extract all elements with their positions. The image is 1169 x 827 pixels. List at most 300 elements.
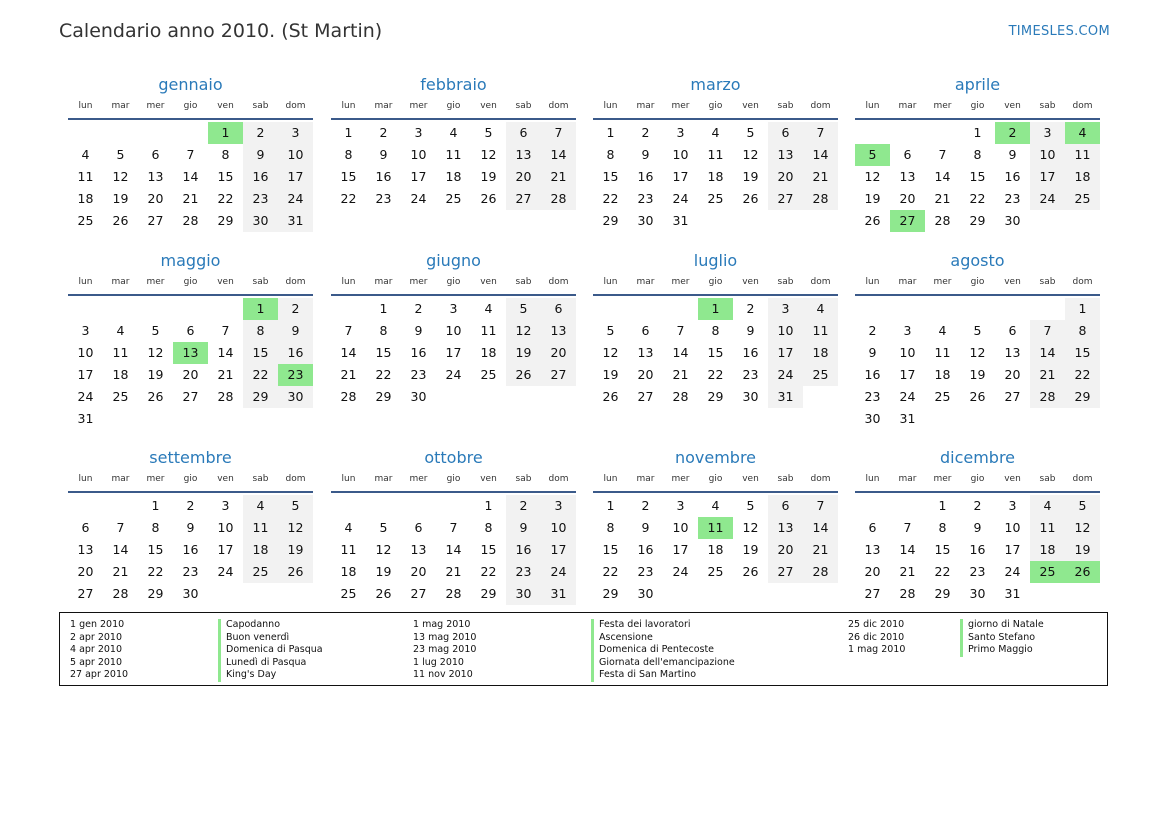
day-cell: 28: [803, 561, 838, 583]
weekday-label: mer: [409, 277, 428, 287]
day-cell: 15: [375, 345, 392, 360]
day-cell: 29: [147, 586, 164, 601]
weekday-label: gio: [446, 101, 461, 111]
day-cell: 21: [672, 367, 689, 382]
day-cell: 6: [541, 298, 576, 320]
day-cell: 22: [243, 364, 278, 386]
day-cell: 10: [672, 520, 689, 535]
month-name: aprile: [954, 75, 1001, 94]
day-cell: 14: [803, 517, 838, 539]
month-marzo: [593, 74, 838, 232]
day-cell: 5: [606, 323, 615, 338]
day-cell: 31: [541, 583, 576, 605]
day-cell: 10: [445, 323, 462, 338]
day-cell: 12: [278, 517, 313, 539]
day-cell: 30: [742, 389, 759, 404]
day-cell: 8: [973, 147, 982, 162]
weekday-label: lun: [78, 101, 93, 111]
legend-holiday-name: Festa dei lavoratori: [591, 619, 735, 632]
day-cell: 3: [676, 125, 685, 140]
weekday-label: sab: [252, 277, 269, 287]
day-cell: 12: [969, 345, 986, 360]
day-cell: 21: [182, 191, 199, 206]
day-cell: 10: [77, 345, 94, 360]
day-cell: 4: [484, 301, 493, 316]
day-cell: 16: [243, 166, 278, 188]
weekday-label: ven: [1004, 474, 1021, 484]
holiday-day-cell: 2: [995, 122, 1030, 144]
weekday-label: gio: [183, 101, 198, 111]
day-cell: 16: [506, 539, 541, 561]
day-cell: 2: [243, 122, 278, 144]
day-cell: 21: [1030, 364, 1065, 386]
day-cell: 22: [217, 191, 234, 206]
day-cell: 18: [77, 191, 94, 206]
day-cell: 16: [742, 345, 759, 360]
month-name: maggio: [160, 251, 221, 270]
day-cell: 2: [278, 298, 313, 320]
brand-link[interactable]: TIMESLES.COM: [1008, 24, 1110, 39]
empty-cell: [278, 408, 313, 430]
day-cell: 12: [506, 320, 541, 342]
weekday-label: dom: [1072, 101, 1093, 111]
day-cell: 26: [278, 561, 313, 583]
weekday-label: dom: [548, 101, 569, 111]
holiday-day-cell: 23: [278, 364, 313, 386]
day-cell: 13: [506, 144, 541, 166]
empty-cell: [768, 210, 803, 232]
day-cell: 8: [938, 520, 947, 535]
day-cell: 21: [934, 191, 951, 206]
day-cell: 19: [112, 191, 129, 206]
day-cell: 30: [1004, 213, 1021, 228]
day-cell: 20: [410, 564, 427, 579]
weekday-header: [855, 96, 1100, 120]
day-grid: [593, 298, 838, 408]
day-cell: 28: [182, 213, 199, 228]
empty-cell: [1030, 298, 1065, 320]
day-cell: 8: [711, 323, 720, 338]
empty-cell: [173, 408, 208, 430]
day-cell: 25: [340, 586, 357, 601]
day-cell: 8: [1065, 320, 1100, 342]
holiday-day-cell: 27: [890, 210, 925, 232]
day-cell: 3: [768, 298, 803, 320]
month-aprile: [855, 74, 1100, 232]
day-cell: 14: [445, 542, 462, 557]
day-cell: 16: [278, 342, 313, 364]
day-cell: 9: [506, 517, 541, 539]
weekday-header: [331, 272, 576, 296]
day-cell: 18: [1065, 166, 1100, 188]
day-cell: 9: [868, 345, 877, 360]
day-cell: 7: [221, 323, 230, 338]
empty-cell: [278, 583, 313, 605]
day-grid: [68, 122, 313, 232]
day-cell: 24: [1004, 564, 1021, 579]
day-cell: 2: [186, 498, 195, 513]
empty-cell: [733, 210, 768, 232]
day-cell: 20: [506, 166, 541, 188]
day-cell: 22: [707, 367, 724, 382]
day-cell: 24: [768, 364, 803, 386]
day-cell: 25: [934, 389, 951, 404]
day-cell: 26: [480, 191, 497, 206]
day-cell: 9: [641, 147, 650, 162]
empty-cell: [138, 408, 173, 430]
weekday-label: mar: [636, 101, 655, 111]
day-cell: 18: [707, 542, 724, 557]
day-cell: 14: [340, 345, 357, 360]
month-novembre: [593, 447, 838, 605]
day-cell: 2: [414, 301, 423, 316]
day-cell: 29: [375, 389, 392, 404]
day-cell: 10: [1030, 144, 1065, 166]
day-cell: 8: [606, 520, 615, 535]
day-cell: 16: [375, 169, 392, 184]
legend-date: 26 dic 2010: [848, 631, 905, 643]
weekday-label: dom: [1072, 474, 1093, 484]
day-cell: 31: [899, 411, 916, 426]
empty-cell: [1030, 583, 1065, 605]
month-name: luglio: [693, 251, 738, 270]
day-cell: 1: [606, 125, 615, 140]
day-cell: 19: [969, 367, 986, 382]
day-cell: 25: [480, 367, 497, 382]
weekday-label: lun: [603, 277, 618, 287]
legend-holiday-name: Giornata dell'emancipazione: [591, 657, 735, 670]
day-cell: 17: [410, 169, 427, 184]
day-cell: 14: [217, 345, 234, 360]
day-cell: 13: [77, 542, 94, 557]
day-grid: [855, 122, 1100, 232]
day-cell: 17: [899, 367, 916, 382]
day-cell: 1: [344, 125, 353, 140]
day-cell: 28: [541, 188, 576, 210]
weekday-label: ven: [1004, 277, 1021, 287]
weekday-label: lun: [865, 101, 880, 111]
day-cell: 14: [112, 542, 129, 557]
day-cell: 5: [278, 495, 313, 517]
day-cell: 1: [938, 498, 947, 513]
month-ottobre: [331, 447, 576, 605]
day-cell: 19: [1065, 539, 1100, 561]
day-cell: 26: [147, 389, 164, 404]
empty-cell: [68, 495, 103, 517]
legend-dates-col-1: [70, 619, 128, 682]
weekday-label: sab: [777, 101, 794, 111]
weekday-label: gio: [446, 474, 461, 484]
weekday-header: [593, 272, 838, 296]
legend-date: 11 nov 2010: [413, 669, 473, 681]
day-cell: 5: [151, 323, 160, 338]
day-cell: 27: [768, 188, 803, 210]
day-cell: 23: [742, 367, 759, 382]
day-cell: 20: [864, 564, 881, 579]
day-cell: 14: [899, 542, 916, 557]
day-cell: 8: [221, 147, 230, 162]
empty-cell: [436, 495, 471, 517]
day-cell: 25: [707, 564, 724, 579]
weekday-label: gio: [970, 474, 985, 484]
legend-date: 27 apr 2010: [70, 669, 129, 681]
page-title: Calendario anno 2010. (St Martin): [59, 20, 383, 42]
month-febbraio: [331, 74, 576, 210]
weekday-label: lun: [865, 277, 880, 287]
day-cell: 7: [186, 147, 195, 162]
day-cell: 13: [864, 542, 881, 557]
day-cell: 21: [541, 166, 576, 188]
day-cell: 21: [340, 367, 357, 382]
day-cell: 22: [969, 191, 986, 206]
day-cell: 20: [182, 367, 199, 382]
day-cell: 31: [1004, 586, 1021, 601]
holiday-day-cell: 13: [173, 342, 208, 364]
day-cell: 13: [768, 517, 803, 539]
legend-date: 4 apr 2010: [70, 644, 123, 656]
day-cell: 12: [147, 345, 164, 360]
weekday-label: mar: [636, 277, 655, 287]
weekday-label: sab: [252, 101, 269, 111]
weekday-label: lun: [78, 474, 93, 484]
day-grid: [68, 298, 313, 430]
day-cell: 16: [637, 542, 654, 557]
day-cell: 17: [672, 542, 689, 557]
day-cell: 11: [803, 320, 838, 342]
day-cell: 17: [1030, 166, 1065, 188]
day-cell: 11: [480, 323, 497, 338]
day-cell: 24: [77, 389, 94, 404]
day-cell: 17: [77, 367, 94, 382]
day-cell: 23: [410, 367, 427, 382]
day-cell: 29: [1065, 386, 1100, 408]
day-cell: 13: [147, 169, 164, 184]
month-name: agosto: [950, 251, 1005, 270]
day-cell: 21: [803, 539, 838, 561]
day-cell: 9: [379, 147, 388, 162]
day-cell: 24: [899, 389, 916, 404]
weekday-label: mar: [898, 277, 917, 287]
holiday-day-cell: 1: [698, 298, 733, 320]
empty-cell: [138, 298, 173, 320]
empty-cell: [890, 298, 925, 320]
day-cell: 23: [637, 564, 654, 579]
day-cell: 4: [344, 520, 353, 535]
day-cell: 28: [217, 389, 234, 404]
day-cell: 7: [938, 147, 947, 162]
day-cell: 7: [344, 323, 353, 338]
weekday-label: dom: [285, 101, 306, 111]
weekday-label: gio: [708, 474, 723, 484]
day-cell: 28: [672, 389, 689, 404]
empty-cell: [1030, 210, 1065, 232]
weekday-label: ven: [480, 101, 497, 111]
day-cell: 6: [506, 122, 541, 144]
day-cell: 22: [602, 191, 619, 206]
day-cell: 28: [1030, 386, 1065, 408]
empty-cell: [925, 408, 960, 430]
weekday-label: gio: [970, 277, 985, 287]
weekday-label: mer: [933, 101, 952, 111]
month-giugno: [331, 250, 576, 408]
empty-cell: [173, 122, 208, 144]
day-cell: 5: [116, 147, 125, 162]
empty-cell: [138, 122, 173, 144]
legend-holiday-name: Ascensione: [591, 632, 735, 645]
day-cell: 27: [182, 389, 199, 404]
day-cell: 27: [410, 586, 427, 601]
day-cell: 5: [379, 520, 388, 535]
weekday-label: lun: [341, 277, 356, 287]
day-cell: 28: [899, 586, 916, 601]
day-grid: [331, 495, 576, 605]
weekday-label: sab: [1039, 101, 1056, 111]
day-cell: 26: [742, 191, 759, 206]
day-cell: 1: [484, 498, 493, 513]
day-cell: 18: [340, 564, 357, 579]
day-cell: 20: [768, 166, 803, 188]
weekday-label: mer: [146, 474, 165, 484]
weekday-label: dom: [810, 101, 831, 111]
day-cell: 3: [414, 125, 423, 140]
day-cell: 15: [602, 169, 619, 184]
day-cell: 3: [449, 301, 458, 316]
day-cell: 22: [602, 564, 619, 579]
weekday-label: mer: [409, 474, 428, 484]
empty-cell: [506, 386, 541, 408]
day-cell: 11: [1030, 517, 1065, 539]
empty-cell: [331, 495, 366, 517]
weekday-label: ven: [217, 474, 234, 484]
day-cell: 3: [1030, 122, 1065, 144]
day-cell: 6: [81, 520, 90, 535]
holiday-day-cell: 1: [208, 122, 243, 144]
month-name: settembre: [149, 448, 232, 467]
weekday-label: dom: [810, 277, 831, 287]
day-cell: 31: [278, 210, 313, 232]
day-cell: 23: [243, 188, 278, 210]
day-cell: 2: [641, 125, 650, 140]
day-cell: 16: [864, 367, 881, 382]
weekday-label: mar: [898, 101, 917, 111]
day-cell: 29: [602, 586, 619, 601]
day-cell: 1: [606, 498, 615, 513]
legend-date: 1 gen 2010: [70, 619, 125, 630]
weekday-label: ven: [480, 277, 497, 287]
empty-cell: [103, 495, 138, 517]
day-cell: 15: [707, 345, 724, 360]
weekday-header: [331, 469, 576, 493]
day-cell: 24: [541, 561, 576, 583]
legend-names-col-2: [591, 619, 735, 682]
empty-cell: [68, 298, 103, 320]
day-cell: 11: [77, 169, 94, 184]
weekday-label: mer: [409, 101, 428, 111]
day-cell: 5: [506, 298, 541, 320]
day-cell: 7: [1030, 320, 1065, 342]
day-cell: 10: [672, 147, 689, 162]
holiday-day-cell: 1: [243, 298, 278, 320]
day-cell: 27: [637, 389, 654, 404]
day-cell: 19: [742, 542, 759, 557]
weekday-label: sab: [1039, 474, 1056, 484]
day-cell: 18: [243, 539, 278, 561]
day-cell: 18: [480, 345, 497, 360]
legend-date: 1 lug 2010: [413, 656, 464, 668]
month-name: dicembre: [939, 448, 1016, 467]
empty-cell: [103, 408, 138, 430]
day-cell: 16: [410, 345, 427, 360]
empty-cell: [208, 583, 243, 605]
day-cell: 27: [541, 364, 576, 386]
weekday-label: mer: [671, 474, 690, 484]
day-cell: 27: [768, 561, 803, 583]
legend-holiday-name: Buon venerdì: [218, 632, 323, 645]
day-cell: 15: [480, 542, 497, 557]
legend-dates-col-3: [848, 619, 905, 657]
day-cell: 20: [768, 539, 803, 561]
day-cell: 4: [711, 125, 720, 140]
weekday-label: mar: [111, 277, 130, 287]
weekday-header: [331, 96, 576, 120]
day-cell: 4: [938, 323, 947, 338]
weekday-label: mer: [671, 277, 690, 287]
day-cell: 6: [903, 147, 912, 162]
day-grid: [331, 122, 576, 210]
empty-cell: [960, 298, 995, 320]
empty-cell: [331, 298, 366, 320]
day-cell: 1: [973, 125, 982, 140]
holiday-day-cell: 11: [698, 517, 733, 539]
day-cell: 26: [112, 213, 129, 228]
weekday-label: sab: [252, 474, 269, 484]
day-cell: 6: [186, 323, 195, 338]
weekday-label: lun: [603, 474, 618, 484]
empty-cell: [663, 583, 698, 605]
day-cell: 29: [934, 586, 951, 601]
day-cell: 29: [243, 386, 278, 408]
day-cell: 17: [278, 166, 313, 188]
day-cell: 16: [182, 542, 199, 557]
day-cell: 3: [903, 323, 912, 338]
day-cell: 15: [243, 342, 278, 364]
day-cell: 17: [768, 342, 803, 364]
day-cell: 23: [1004, 191, 1021, 206]
day-cell: 30: [506, 583, 541, 605]
weekday-label: lun: [341, 474, 356, 484]
day-cell: 9: [746, 323, 755, 338]
day-cell: 24: [672, 564, 689, 579]
day-cell: 25: [77, 213, 94, 228]
weekday-label: dom: [548, 277, 569, 287]
month-agosto: [855, 250, 1100, 430]
empty-cell: [208, 298, 243, 320]
weekday-label: lun: [341, 101, 356, 111]
day-cell: 10: [899, 345, 916, 360]
day-cell: 20: [1004, 367, 1021, 382]
day-cell: 2: [641, 498, 650, 513]
day-cell: 7: [803, 495, 838, 517]
day-cell: 29: [480, 586, 497, 601]
day-cell: 18: [934, 367, 951, 382]
day-cell: 25: [803, 364, 838, 386]
day-cell: 16: [1004, 169, 1021, 184]
day-cell: 30: [243, 210, 278, 232]
day-cell: 8: [606, 147, 615, 162]
weekday-label: dom: [810, 474, 831, 484]
day-cell: 15: [217, 169, 234, 184]
legend-holiday-name: Santo Stefano: [960, 632, 1044, 645]
